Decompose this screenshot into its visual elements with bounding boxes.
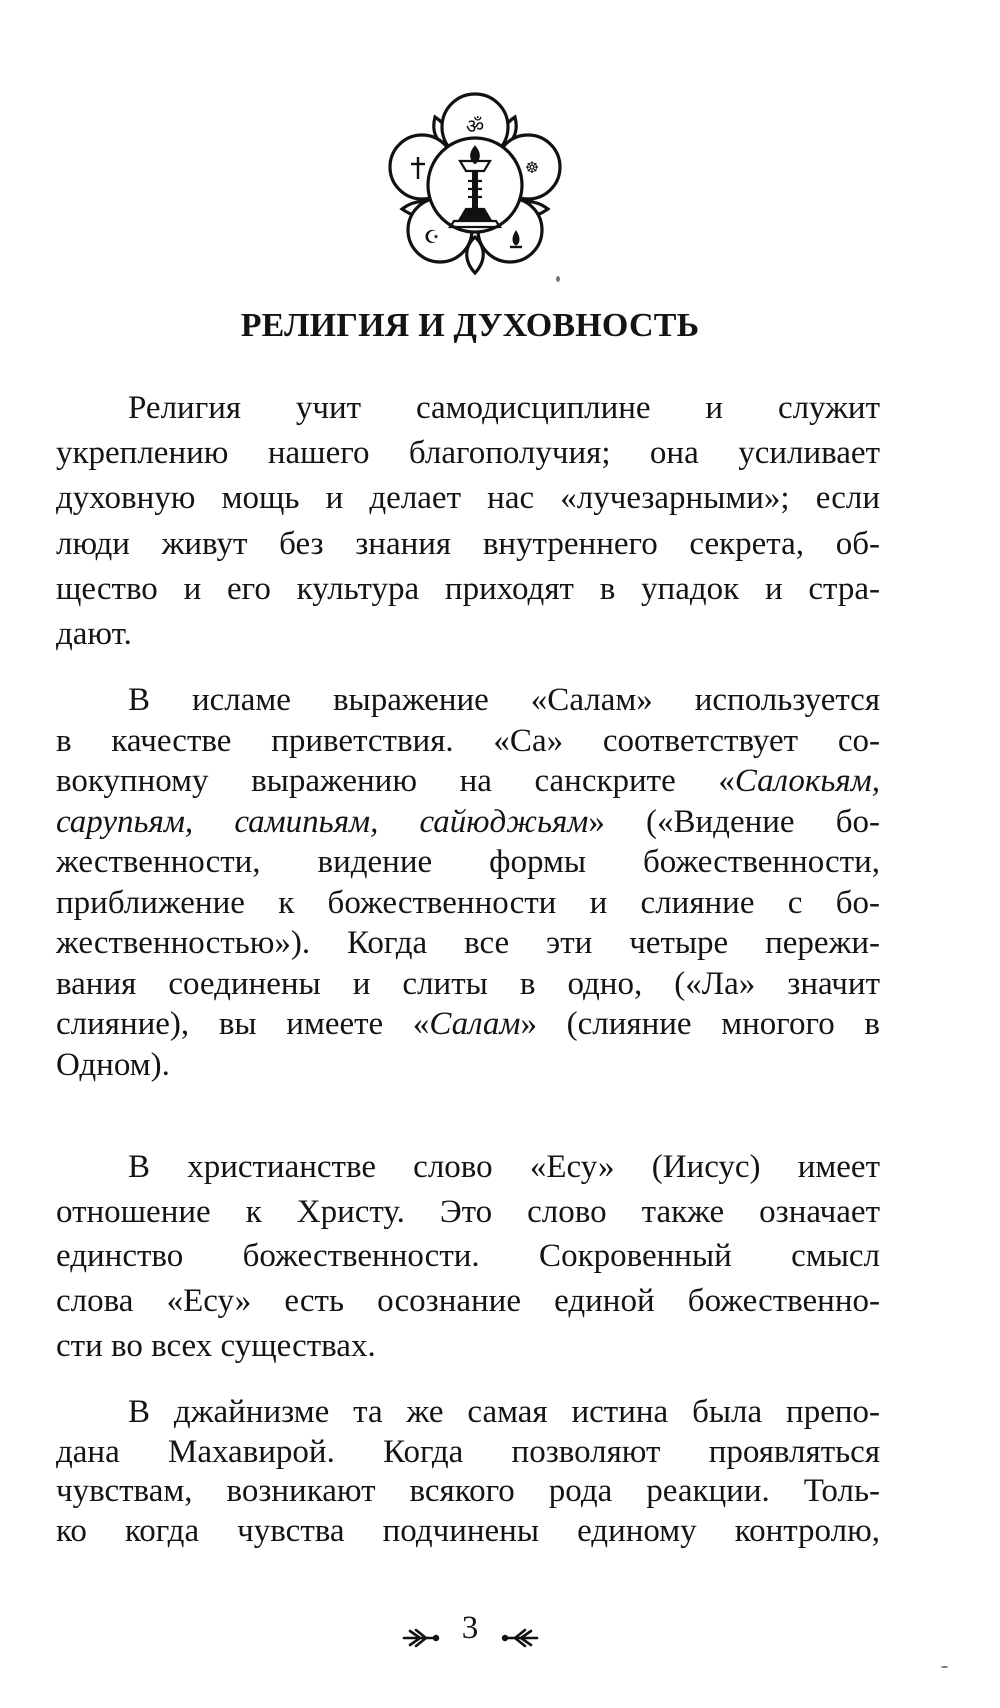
text-line: ко когда чувства подчинены единому контролю,: [56, 1512, 880, 1549]
sarva-dharma-emblem-icon: [380, 85, 570, 275]
text-line: отношение к Христу. Это слово также означает: [56, 1193, 880, 1230]
text-line: Религия учит самодисциплине и служит: [128, 390, 880, 426]
paragraph-jainism: [56, 1393, 880, 1551]
scan-speck: [941, 1666, 948, 1668]
text-line: в качестве приветствия. «Са» соответствует со-: [56, 722, 880, 759]
page-number: 3: [461, 1610, 479, 1647]
scan-speck: [556, 276, 560, 282]
text-line: В джайнизме та же самая истина была препо-: [128, 1394, 880, 1430]
svg-text:☸: ☸: [524, 158, 540, 177]
text-line: Одном).: [56, 1046, 170, 1083]
text-line: чувствам, возникают всякого рода реакции. Толь-: [56, 1473, 880, 1509]
text-line: В христианстве слово «Есу» (Иисус) имеет: [128, 1149, 880, 1185]
text-line: дана Махавирой. Когда позволяют проявляться: [56, 1433, 880, 1470]
text-line: дают.: [56, 615, 132, 652]
page-footer: [0, 1606, 940, 1648]
text-line: приближение к божественности и слияние с бо-: [56, 884, 880, 921]
text-line: вания соединены и слиты в одно, («Ла» значит: [56, 965, 880, 1002]
text-line: сти во всех существах.: [56, 1327, 376, 1364]
text-line: В исламе выражение «Салам» используется: [128, 682, 880, 718]
text-line: жественностью»). Когда все эти четыре пережи-: [56, 925, 880, 961]
paragraph-religion-intro: [56, 386, 880, 657]
text-line: духовную мощь и делает нас «лучезарными»; если: [56, 480, 880, 517]
fleuron-right-icon: [402, 1618, 442, 1638]
text-line: щество и его культура приходят в упадок и стра-: [56, 570, 880, 607]
text-line: единство божественности. Сокровенный смысл: [56, 1238, 880, 1275]
text-line: жественности, видение формы божественности,: [56, 844, 880, 880]
text-line: сарупьям, самипьям, сайюджьям» («Видение бо-: [56, 803, 880, 840]
sanskrit-term: сарупьям, самипьям, сайюджьям: [56, 803, 589, 840]
chapter-title: РЕЛИГИЯ И ДУХОВНОСТЬ: [240, 307, 700, 344]
fleuron-left-icon: [499, 1618, 539, 1638]
text-line: люди живут без знания внутреннего секрета, об-: [56, 525, 880, 562]
svg-text:☪: ☪: [423, 227, 441, 248]
text-line: слова «Есу» есть осознание единой божественно-: [56, 1283, 880, 1320]
salam-term: Салам: [429, 1006, 521, 1042]
text-line: вокупному выражению на санскрите «Салокьям,: [56, 763, 880, 799]
text-line: слияние), вы имеете «Салам» (слияние многого в: [56, 1006, 880, 1042]
text-line: укреплению нашего благополучия; она усиливает: [56, 435, 880, 472]
svg-text:ॐ: ॐ: [465, 114, 485, 138]
paragraph-islam: [56, 680, 880, 1085]
paragraph-christianity: [56, 1145, 880, 1368]
sanskrit-term: Салокьям,: [734, 763, 880, 799]
